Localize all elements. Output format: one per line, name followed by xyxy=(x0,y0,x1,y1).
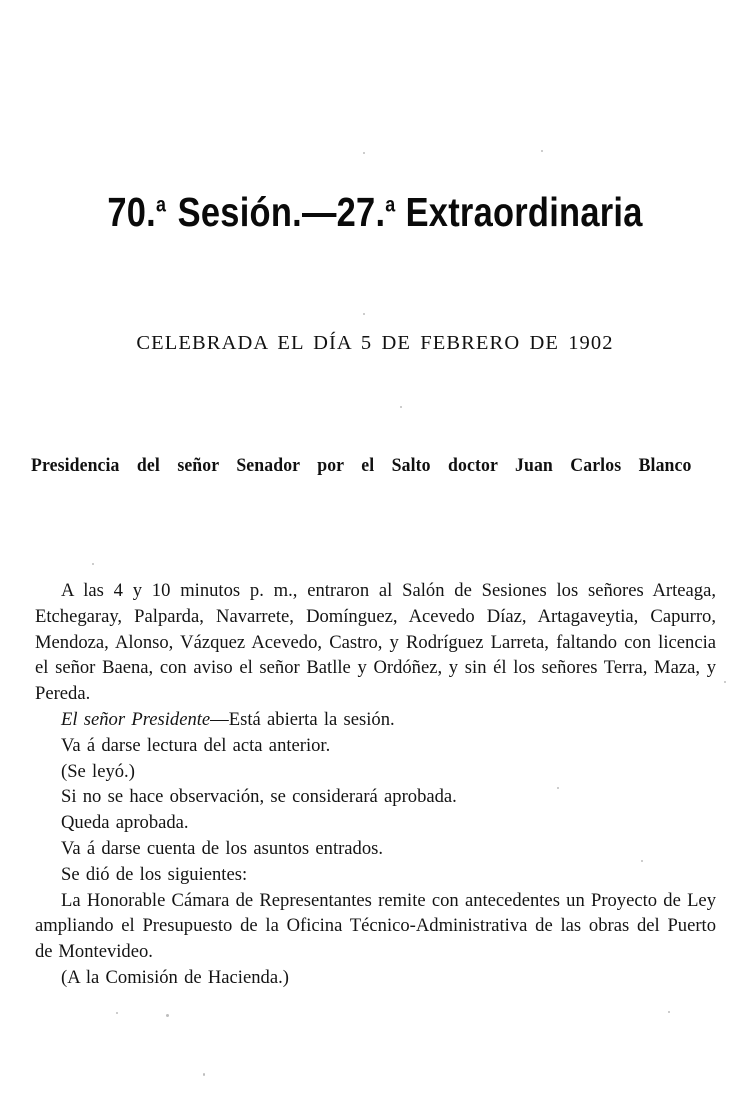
line-no-objection: Si no se hace observación, se considerará aprobada. xyxy=(61,786,457,808)
line-was-read: (Se leyó.) xyxy=(61,760,135,782)
scan-speckle xyxy=(116,1012,118,1014)
presidency-line: Presidencia del señor Senador por el Salto doctor Juan Carlos Blanco xyxy=(31,456,692,476)
committee-referral-line: (A la Comisión de Hacienda.) xyxy=(61,966,289,988)
scan-speckle xyxy=(541,150,543,152)
president-opening-statement: —Está abierta la sesión. xyxy=(210,708,395,730)
scan-speckle xyxy=(724,681,726,683)
extraordinary-number: 27. xyxy=(336,189,386,236)
title-dash: — xyxy=(301,189,337,236)
extraordinary-ordinal-indicator: a xyxy=(385,192,396,217)
scan-speckle xyxy=(400,406,402,408)
session-number: 70. xyxy=(107,189,157,236)
attendance-paragraph: A las 4 y 10 minutos p. m., entraron al Salón de Sesiones los señores Arteaga, Etchegaray, Palparda, Navarrete, Domínguez, Acevedo Díaz, Artagaveytia, Capurro, Mendoza, Alonso, Vázquez Acevedo, Castro, y Rodríguez Larreta, faltando con licencia el señor Baena, con aviso el señor Batlle y Ordóñez, y sin él los señores Terra, Maza, y Pereda. xyxy=(35,580,716,705)
scan-speckle xyxy=(203,1073,205,1076)
scan-speckle xyxy=(166,1014,169,1017)
minutes-body xyxy=(35,578,716,991)
line-reading-minutes: Va á darse lectura del acta anterior. xyxy=(61,734,331,756)
session-word: Sesión. xyxy=(177,189,302,236)
celebration-date-line: CELEBRADA EL DÍA 5 DE FEBRERO DE 1902 xyxy=(136,332,614,354)
scan-speckle xyxy=(363,313,365,315)
extraordinary-word: Extraordinaria xyxy=(405,189,643,236)
line-approved: Queda aprobada. xyxy=(61,812,189,834)
scan-speckle xyxy=(668,1011,670,1013)
bill-paragraph: La Honorable Cámara de Representantes remite con antecedentes un Proyecto de Ley ampliando el Presupuesto de la Oficina Técnico-Administrativa de las obras del Puerto de Montevideo. xyxy=(35,889,716,963)
page-title xyxy=(60,187,690,237)
scan-speckle xyxy=(92,563,94,565)
speaker-label-president: El señor Presidente xyxy=(61,708,211,730)
president-opening-line xyxy=(35,707,716,733)
line-following-given: Se dió de los siguientes: xyxy=(61,863,248,885)
line-incoming-matters: Va á darse cuenta de los asuntos entrados. xyxy=(61,837,384,859)
scan-speckle xyxy=(363,152,365,154)
session-ordinal-indicator: a xyxy=(156,192,166,217)
